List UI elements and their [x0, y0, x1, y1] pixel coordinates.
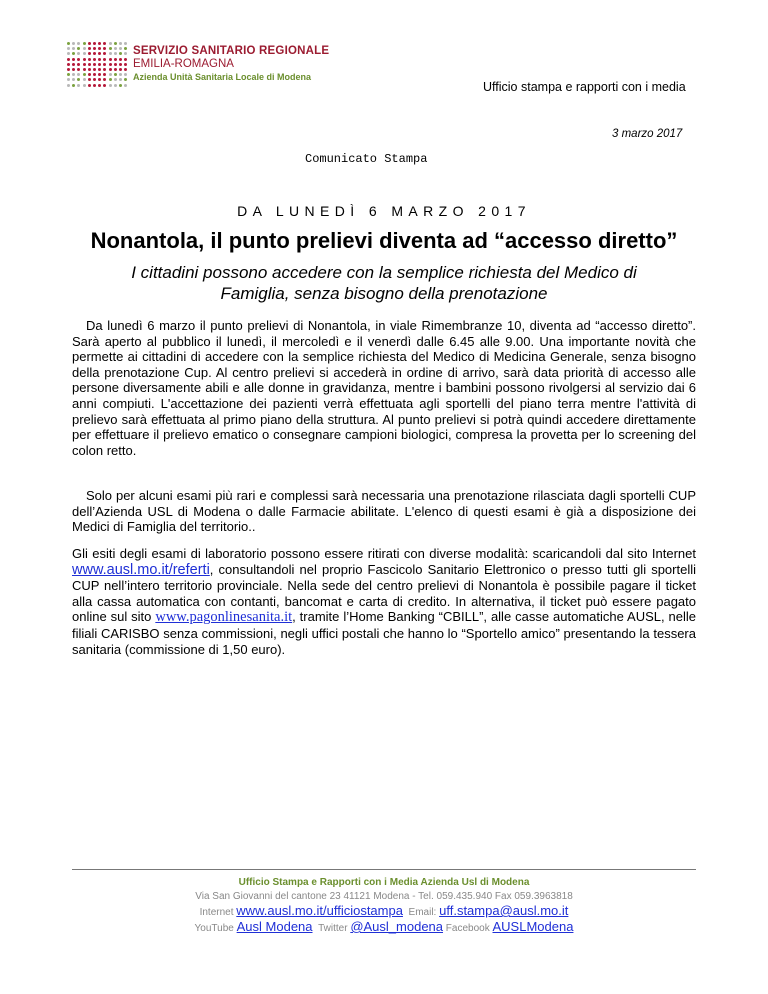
- logo-dot: [124, 42, 127, 45]
- ausl-logo-text: [133, 45, 329, 84]
- logo-dot: [109, 63, 112, 66]
- logo-dot: [119, 52, 122, 55]
- logo-dot: [67, 42, 70, 45]
- youtube-label: YouTube: [194, 923, 234, 934]
- logo-dot: [119, 63, 122, 66]
- logo-dot: [88, 73, 91, 76]
- logo-dot: [72, 73, 75, 76]
- paragraph-2: Solo per alcuni esami più rari e complessi sarà necessaria una prenotazione rilasciata dagli sportelli CUP dell’Azienda USL di Modena o dalle Farmacie abilitate. L'elenco di questi esami è già a disposizione dei Medici di Famiglia del territorio..: [72, 488, 696, 535]
- logo-dot: [103, 73, 106, 76]
- youtube-link[interactable]: Ausl Modena: [236, 919, 313, 934]
- referti-link[interactable]: www.ausl.mo.it/referti: [72, 561, 210, 578]
- logo-dot: [98, 47, 101, 50]
- logo-dot: [93, 78, 96, 81]
- logo-dot: [98, 52, 101, 55]
- logo-dot: [93, 58, 96, 61]
- logo-dot: [124, 84, 127, 87]
- logo-dot: [114, 68, 117, 71]
- logo-dot: [109, 58, 112, 61]
- subtitle: I cittadini possono accedere con la semplice richiesta del Medico di Famiglia, senza bisogno della prenotazione: [131, 263, 637, 303]
- logo-dot: [88, 63, 91, 66]
- document-type: Comunicato Stampa: [305, 152, 428, 166]
- ufficiostampa-link[interactable]: www.ausl.mo.it/ufficiostampa: [236, 903, 403, 918]
- logo-dot: [124, 58, 127, 61]
- logo-dot: [98, 63, 101, 66]
- logo-dot: [88, 42, 91, 45]
- footer-social: [0, 919, 768, 934]
- logo-dot: [98, 73, 101, 76]
- logo-dot: [83, 52, 86, 55]
- logo-dot: [72, 68, 75, 71]
- logo-dot: [67, 63, 70, 66]
- logo-dot: [67, 84, 70, 87]
- logo-dot: [109, 78, 112, 81]
- office-header: Ufficio stampa e rapporti con i media: [483, 80, 686, 94]
- logo-dot: [119, 42, 122, 45]
- facebook-link[interactable]: AUSLModena: [492, 919, 574, 934]
- logo-dot: [124, 73, 127, 76]
- logo-dot: [83, 73, 86, 76]
- logo-dot: [67, 52, 70, 55]
- release-date: 3 marzo 2017: [612, 128, 683, 140]
- logo-dot: [124, 47, 127, 50]
- logo-dot: [103, 68, 106, 71]
- logo-dot: [67, 78, 70, 81]
- logo-dot: [119, 47, 122, 50]
- logo-dot: [77, 68, 80, 71]
- page-title: Nonantola, il punto prelievi diventa ad “accesso diretto”: [90, 228, 678, 253]
- logo-dot: [109, 73, 112, 76]
- paragraph-3-text-c: , tramite l’Home Banking “CBILL”, alle casse automatiche AUSL, nelle filiali CARISBO senza commissioni, negli uffici postali che hanno lo “Sportello amico” presentando la tessera sanitaria (commissione di 1,50 euro).: [72, 609, 696, 657]
- logo-dot: [124, 63, 127, 66]
- logo-dot: [114, 58, 117, 61]
- logo-dot: [93, 47, 96, 50]
- logo-dot: [103, 84, 106, 87]
- logo-dot: [114, 52, 117, 55]
- logo-dot: [88, 78, 91, 81]
- logo-dot: [67, 47, 70, 50]
- logo-dot: [109, 47, 112, 50]
- logo-dot: [93, 52, 96, 55]
- logo-line-2: EMILIA-ROMAGNA: [133, 58, 234, 70]
- logo-dot: [88, 58, 91, 61]
- logo-dot: [103, 52, 106, 55]
- logo-dot: [103, 63, 106, 66]
- logo-dot: [114, 47, 117, 50]
- kicker: DA LUNEDÌ 6 MARZO 2017: [237, 203, 531, 219]
- logo-dot: [83, 47, 86, 50]
- logo-dot: [98, 58, 101, 61]
- logo-dot: [88, 84, 91, 87]
- logo-dot: [109, 84, 112, 87]
- logo-dot: [114, 63, 117, 66]
- logo-dot: [77, 78, 80, 81]
- ausl-logo-dot-grid: [67, 42, 129, 88]
- logo-dot: [109, 52, 112, 55]
- facebook-label: Facebook: [445, 923, 490, 934]
- logo-dot: [77, 52, 80, 55]
- logo-dot: [98, 78, 101, 81]
- logo-dot: [109, 68, 112, 71]
- logo-dot: [72, 84, 75, 87]
- logo-dot: [77, 84, 80, 87]
- logo-dot: [103, 47, 106, 50]
- logo-dot: [83, 63, 86, 66]
- logo-dot: [77, 73, 80, 76]
- logo-dot: [93, 68, 96, 71]
- logo-dot: [88, 47, 91, 50]
- logo-dot: [83, 58, 86, 61]
- logo-dot: [119, 84, 122, 87]
- logo-dot: [98, 68, 101, 71]
- logo-dot: [77, 63, 80, 66]
- logo-dot: [72, 52, 75, 55]
- logo-dot: [88, 52, 91, 55]
- logo-dot: [103, 78, 106, 81]
- logo-dot: [67, 58, 70, 61]
- logo-dot: [83, 68, 86, 71]
- logo-dot: [119, 58, 122, 61]
- logo-dot: [114, 42, 117, 45]
- email-label: Email:: [408, 907, 437, 918]
- logo-dot: [83, 78, 86, 81]
- logo-line-3: Azienda Unità Sanitaria Locale di Modena: [133, 72, 312, 82]
- logo-dot: [98, 42, 101, 45]
- logo-dot: [93, 63, 96, 66]
- logo-dot: [114, 73, 117, 76]
- email-link[interactable]: uff.stampa@ausl.mo.it: [439, 903, 569, 918]
- footer-divider: [72, 869, 696, 870]
- footer-contacts: [0, 903, 768, 918]
- logo-dot: [83, 42, 86, 45]
- logo-line-1: SERVIZIO SANITARIO REGIONALE: [133, 45, 330, 57]
- logo-dot: [77, 42, 80, 45]
- logo-dot: [119, 68, 122, 71]
- paragraph-1: Da lunedì 6 marzo il punto prelievi di Nonantola, in viale Rimembranze 10, diventa ad “accesso diretto”. Sarà aperto al pubblico il lunedì, il mercoledì e il venerdì dalle 6.45 alle 9.00. Una importante novità che permette ai cittadini di accedere con la semplice richiesta del Medico di Medicina Generale, senza bisogno della prenotazione Cup. Al centro prelievi si accederà in ordine di arrivo, sarà data priorità di accesso alle persone diversamente abili e alle donne in gravidanza, mentre i bambini possono rivolgersi al servizio dai 6 anni compiuti. L'accettazione dei pazienti verrà effettuata agli sportelli del piano terra mentre l'attività di prelievo sarà effettuata al primo piano della struttura. Al punto prelievi si potrà quindi accedere direttamente per effettuare il prelievo ematico o consegnare campioni biologici, compresa la provetta per lo screening del colon retto.: [72, 318, 696, 458]
- logo-dot: [114, 78, 117, 81]
- logo-dot: [124, 52, 127, 55]
- logo-dot: [114, 84, 117, 87]
- logo-dot: [119, 73, 122, 76]
- logo-dot: [83, 84, 86, 87]
- logo-dot: [88, 68, 91, 71]
- logo-dot: [93, 42, 96, 45]
- logo-dot: [119, 78, 122, 81]
- logo-dot: [124, 78, 127, 81]
- paragraph-3-text-a: Gli esiti degli esami di laboratorio possono essere ritirati con diverse modalità: scaricandoli dal sito Internet: [72, 546, 696, 561]
- logo-dot: [72, 58, 75, 61]
- logo-dot: [72, 47, 75, 50]
- footer-address: Via San Giovanni del cantone 23 41121 Modena - Tel. 059.435.940 Fax 059.3963818: [195, 891, 573, 902]
- logo-dot: [103, 58, 106, 61]
- logo-dot: [124, 68, 127, 71]
- paragraph-3-text-b: , consultandoli nel proprio Fascicolo Sanitario Elettronico o presso tutti gli sportelli CUP nell’intero territorio provinciale. Nella sede del centro prelievi di Nonantola è possibile pagare il ticket alla cassa automatica con contanti, bancomat e carta di credito. In alternativa, il ticket può essere pagato online sul sito: [72, 561, 696, 625]
- paragraph-3: [72, 546, 696, 657]
- logo-dot: [67, 73, 70, 76]
- logo-dot: [72, 63, 75, 66]
- logo-dot: [67, 68, 70, 71]
- logo-dot: [72, 42, 75, 45]
- logo-dot: [93, 84, 96, 87]
- logo-dot: [77, 47, 80, 50]
- logo-dot: [103, 42, 106, 45]
- logo-dot: [72, 78, 75, 81]
- twitter-link[interactable]: @Ausl_modena: [350, 919, 444, 934]
- twitter-label: Twitter: [318, 923, 348, 934]
- logo-dot: [93, 73, 96, 76]
- logo-dot: [109, 42, 112, 45]
- logo-dot: [77, 58, 80, 61]
- logo-dot: [98, 84, 101, 87]
- footer-office: Ufficio Stampa e Rapporti con i Media Azienda Usl di Modena: [238, 877, 530, 888]
- pagonline-link[interactable]: www.pagonlinesanita.it: [155, 609, 293, 626]
- internet-label: Internet: [199, 907, 234, 918]
